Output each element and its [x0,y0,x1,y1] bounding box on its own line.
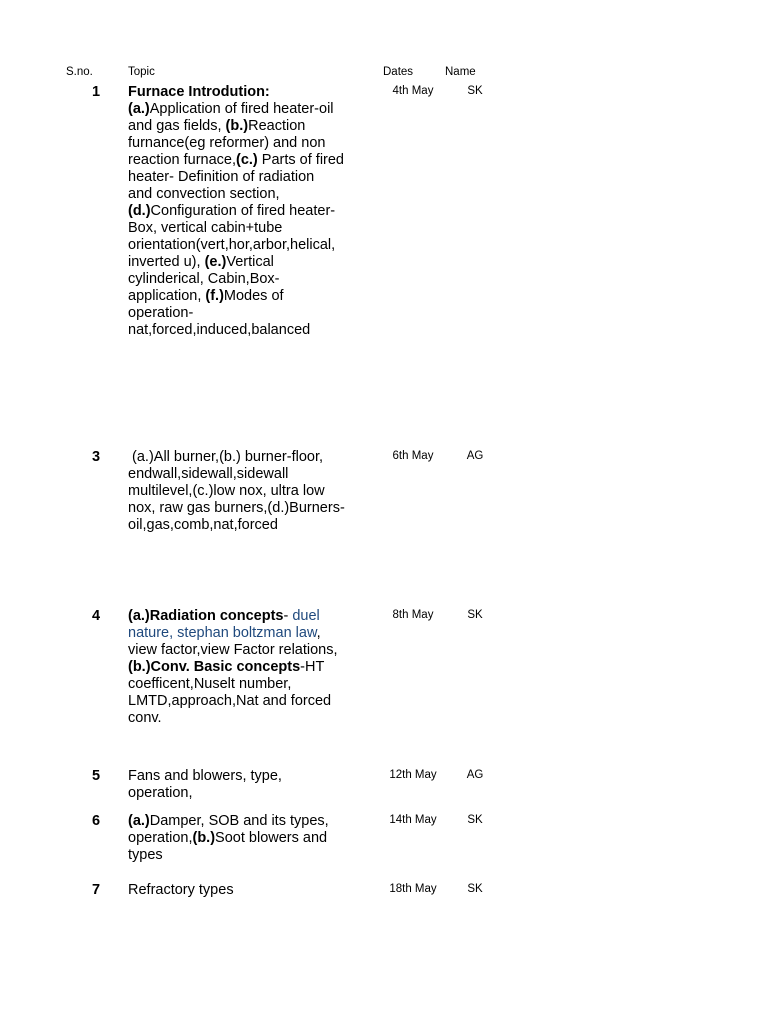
topic-line [128,101,380,118]
row-3-topic [128,449,380,534]
topic-line [128,288,380,305]
topic-line [128,517,380,534]
topic-text: reaction furnace, [128,152,237,168]
topic-text: types [128,847,163,863]
topic-text: and convection section, [128,186,280,202]
topic-text: Fans and blowers, type, [128,768,282,784]
topic-line [128,152,380,169]
topic-line [128,271,380,288]
row-6-date: 14th May [389,814,437,826]
row-3-name: AG [466,450,484,462]
topic-line [128,659,380,676]
topic-text: multilevel,(c.)low nox, ultra low [128,483,325,499]
topic-text: Soot blowers and [215,830,328,846]
row-1-sno: 1 [91,84,101,100]
topic-line [128,203,380,220]
topic-line [128,322,380,339]
header-sno: S.no. [66,66,93,78]
topic-text: Damper, SOB and its types, [149,813,329,829]
topic-text: nat,forced,induced,balanced [128,322,311,338]
row-7-name: SK [467,883,483,895]
topic-text: coefficent,Nuselt number, [128,676,292,692]
row-6-name: SK [467,814,483,826]
topic-text: LMTD,approach,Nat and forced [128,693,332,709]
topic-text: cylinderical, Cabin,Box- [128,271,280,287]
topic-text: (a.) [128,813,150,829]
topic-text: operation, [128,785,193,801]
topic-text: Refractory types [128,882,234,898]
row-5-sno: 5 [91,768,101,784]
topic-line [128,237,380,254]
row-7-topic [128,882,380,899]
topic-text: (e.) [204,254,227,270]
row-4-name: SK [467,609,483,621]
topic-line [128,169,380,186]
topic-text: view factor,view Factor relations, [128,642,338,658]
topic-text: Box, vertical cabin+tube [128,220,283,236]
row-7-date: 18th May [389,883,437,895]
topic-text: Furnace Introdution: [128,84,270,100]
header-topic: Topic [128,66,155,78]
topic-text: Reaction [248,118,306,134]
topic-line [128,608,380,625]
row-1-topic [128,84,380,339]
topic-text: application, [128,288,206,304]
topic-line [128,813,380,830]
row-5-date: 12th May [389,769,437,781]
row-1-date: 4th May [392,85,434,97]
topic-line [128,466,380,483]
topic-text: - [283,608,293,624]
topic-line [128,254,380,271]
topic-text: and gas fields, [128,118,226,134]
row-5-topic [128,768,380,802]
topic-line [128,642,380,659]
topic-line [128,676,380,693]
row-3-date: 6th May [392,450,434,462]
row-7-sno: 7 [91,882,101,898]
topic-text: (a.)All burner,(b.) burner-floor, [128,449,324,465]
topic-text: oil,gas,comb,nat,forced [128,517,278,533]
row-3-sno: 3 [91,449,101,465]
topic-text: (c.) [236,152,258,168]
header-dates: Dates [383,66,414,78]
topic-text: duel [292,608,320,624]
topic-text: furnance(eg reformer) and non [128,135,326,151]
topic-text: (b.) [225,118,249,134]
topic-text: (b.) [192,830,216,846]
topic-text: inverted u), [128,254,205,270]
topic-text: Vertical [226,254,274,270]
topic-text: nox, raw gas burners,(d.)Burners- [128,500,345,516]
topic-text: -HT [300,659,325,675]
topic-line [128,500,380,517]
topic-line [128,847,380,864]
topic-text: heater- Definition of radiation [128,169,315,185]
topic-text: (d.) [128,203,151,219]
topic-text: (a.) [128,101,150,117]
topic-line [128,118,380,135]
topic-text: , [316,625,321,641]
topic-line [128,710,380,727]
topic-text: operation- [128,305,194,321]
topic-line [128,135,380,152]
topic-text: (f.) [205,288,224,304]
topic-line [128,449,380,466]
row-6-sno: 6 [91,813,101,829]
topic-line [128,768,380,785]
topic-line [128,84,380,101]
row-5-name: AG [466,769,484,781]
topic-line [128,785,380,802]
topic-line [128,693,380,710]
topic-text: (b.)Conv. Basic concepts [128,659,301,675]
topic-text: nature, stephan boltzman law [128,625,317,641]
topic-line [128,830,380,847]
header-name: Name [445,66,476,78]
row-4-topic [128,608,380,727]
topic-line [128,305,380,322]
topic-line [128,220,380,237]
topic-text: Modes of [223,288,284,304]
topic-text: Parts of fired [257,152,344,168]
topic-line [128,625,380,642]
row-4-date: 8th May [392,609,434,621]
topic-line [128,882,380,899]
row-1-name: SK [467,85,483,97]
topic-text: endwall,sidewall,sidewall [128,466,289,482]
topic-text: conv. [128,710,162,726]
topic-text: (a.)Radiation concepts [128,608,284,624]
row-6-topic [128,813,380,864]
topic-text: operation, [128,830,193,846]
row-4-sno: 4 [91,608,101,624]
topic-text: orientation(vert,hor,arbor,helical, [128,237,336,253]
topic-text: Application of fired heater-oil [149,101,334,117]
topic-text: Configuration of fired heater- [150,203,336,219]
topic-line [128,483,380,500]
topic-line [128,186,380,203]
